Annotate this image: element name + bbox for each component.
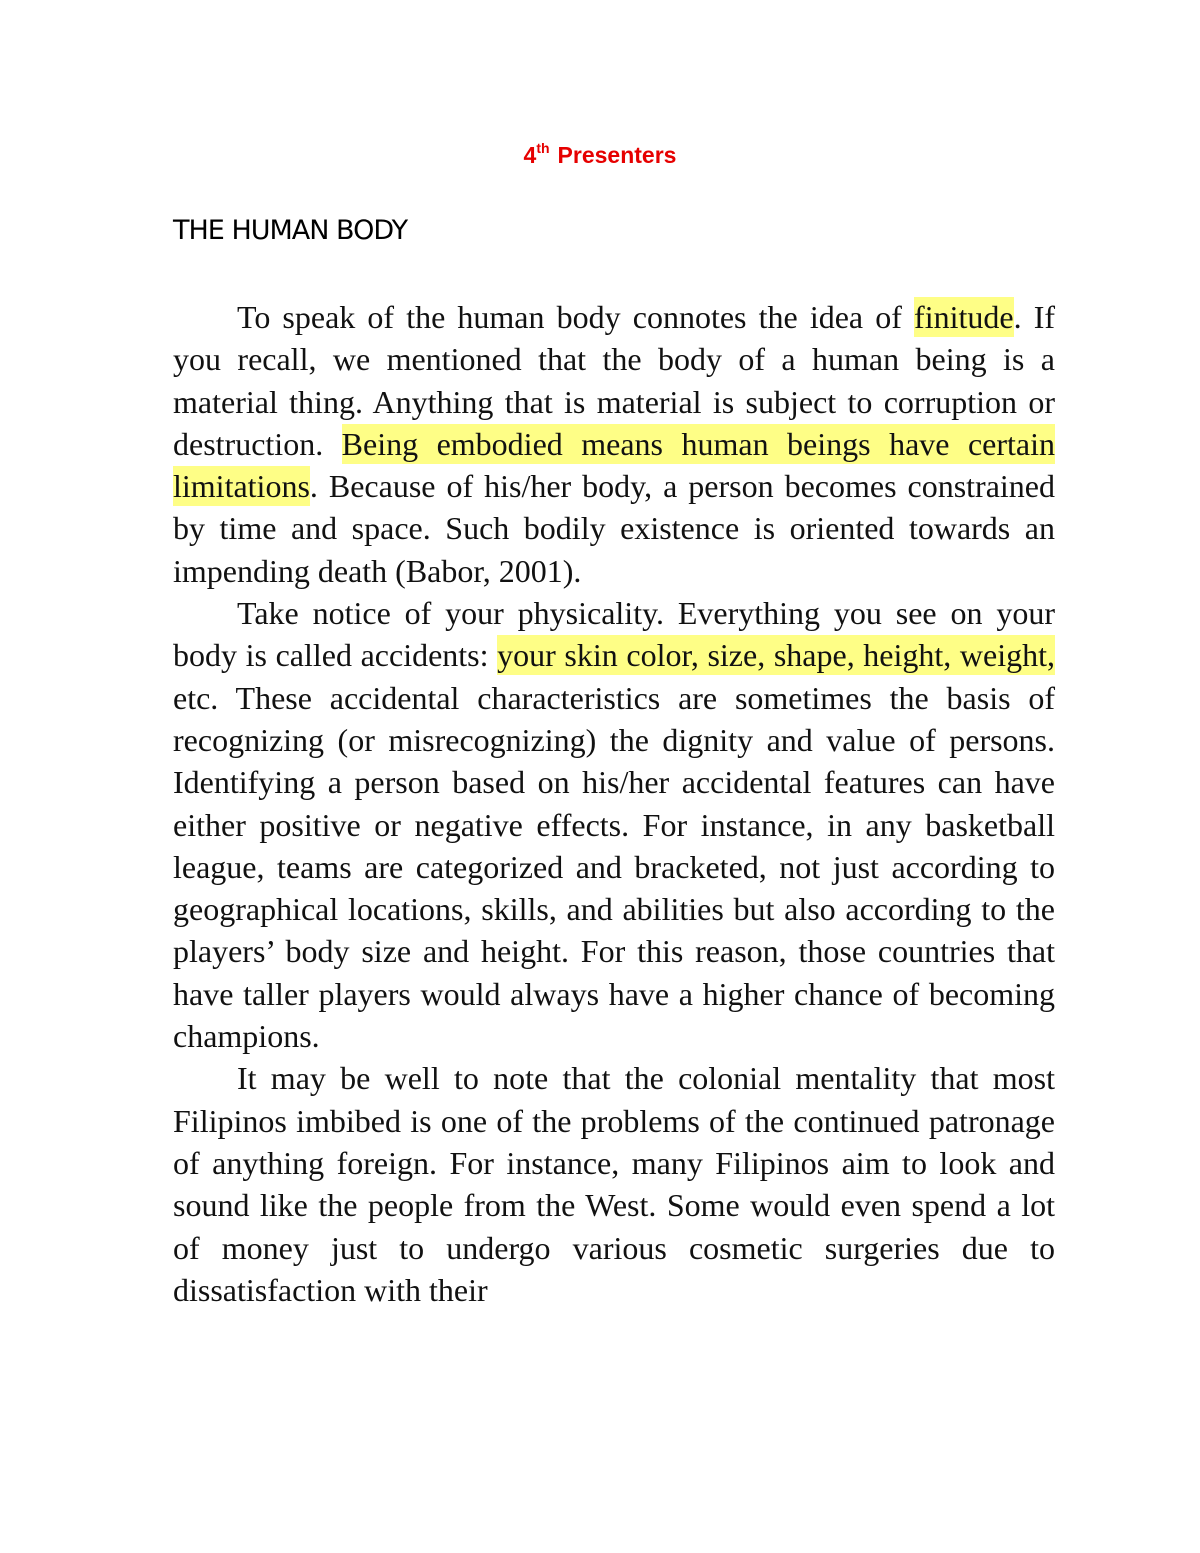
paragraph-1 [173,296,1055,592]
paragraph-1-text-b: . If you recall, we mentioned that the body of a human being is a material thing. Anything that is material is subject to corruption or destruction. [173,299,1056,462]
section-title: THE HUMAN BODY [173,215,408,246]
paragraph-1-text-c: . Because of his/her body, a person becomes constrained by time and space. Such bodily existence is oriented towards an impending death (Babor, 2001). [173,468,1055,589]
highlight-limitations: Being embodied means human beings have certain limitations [173,425,1056,505]
paragraph-2 [173,592,1055,1057]
highlight-accidents: your skin color, size, shape, height, weight, [497,637,1055,674]
presenters-header [0,140,1200,169]
paragraph-3 [173,1057,1055,1311]
paragraph-1-text-a: To speak of the human body connotes the idea of [237,299,915,335]
header-ordinal: th [536,140,550,156]
header-label: Presenters [557,142,677,168]
paragraph-3-text: It may be well to note that the colonial mentality that most Filipinos imbibed is one of the problems of the continued patronage of anything foreign. For instance, many Filipinos aim to look and sound like the people from the West. Some would even spend a lot of money just to undergo various cosmetic surgeries due to dissatisfaction with their [173,1060,1055,1308]
highlight-finitude: finitude [914,299,1014,335]
header-number: 4 [523,142,537,168]
paragraph-2-text-b: etc. These accidental characteristics are sometimes the basis of recognizing (or misrecognizing) the dignity and value of persons. Identifying a person based on his/her accidental features can have either positive or negative effects. For instance, in any basketball league, teams are categorized and bracketed, not just according to geographical locations, skills, and abilities but also according to the players’ body size and height. For this reason, those countries that have taller players would always have a higher chance of becoming champions. [173,679,1055,1055]
body-text [173,296,1055,1311]
paragraph-2-text-a: Take notice of your physicality. Everything you see on your body is called accidents: [173,595,1055,674]
